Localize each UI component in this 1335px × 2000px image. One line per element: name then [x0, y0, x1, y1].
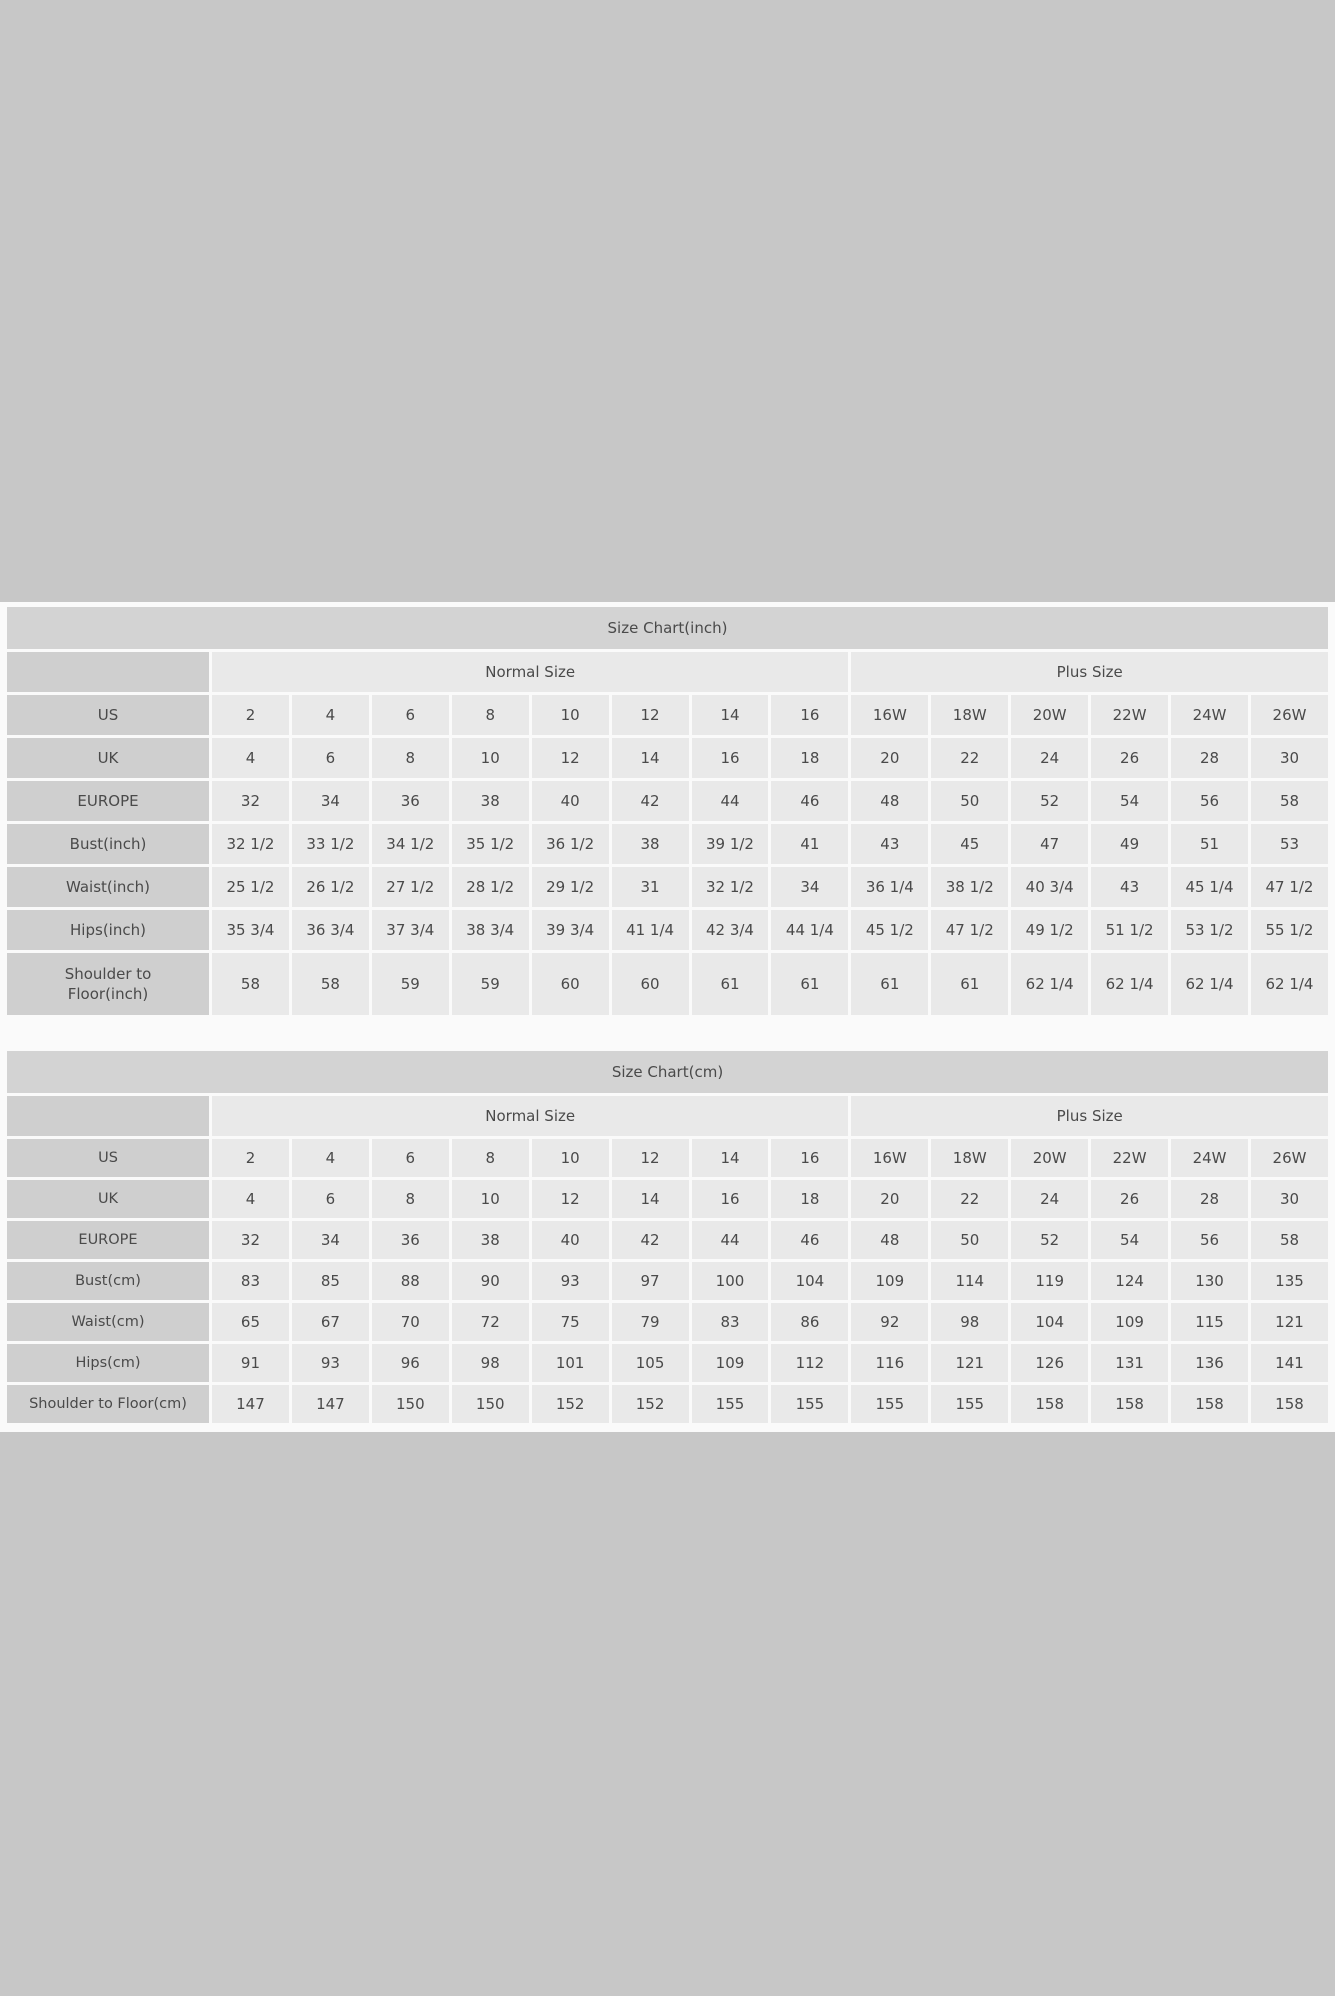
size-value-cell: 31: [612, 867, 689, 907]
size-value-cell: 40 3/4: [1011, 867, 1088, 907]
size-chart-inch-table: [4, 604, 1331, 1018]
size-value-cell: 59: [372, 953, 449, 1015]
size-value-cell: 34: [771, 867, 848, 907]
size-value-cell: 109: [692, 1344, 769, 1382]
size-value-cell: 83: [212, 1262, 289, 1300]
size-value-cell: 158: [1011, 1385, 1088, 1423]
bottom-white-strip: [0, 1996, 1335, 2000]
size-value-cell: 52: [1011, 1221, 1088, 1259]
size-value-cell: 26: [1091, 738, 1168, 778]
size-value-cell: 152: [532, 1385, 609, 1423]
row-header: [7, 824, 209, 864]
size-value-cell: 30: [1251, 1180, 1328, 1218]
size-value-cell: 58: [292, 953, 369, 1015]
size-value-cell: 28 1/2: [452, 867, 529, 907]
size-value-cell: 4: [212, 738, 289, 778]
row-header: [7, 738, 209, 778]
size-value-cell: 55 1/2: [1251, 910, 1328, 950]
size-value-cell: 20W: [1011, 1139, 1088, 1177]
size-value-cell: 34 1/2: [372, 824, 449, 864]
size-value-cell: 44: [692, 1221, 769, 1259]
size-value-cell: 98: [931, 1303, 1008, 1341]
size-value-cell: 46: [771, 1221, 848, 1259]
size-value-cell: 24: [1011, 1180, 1088, 1218]
size-value-cell: 18W: [931, 695, 1008, 735]
size-value-cell: 26: [1091, 1180, 1168, 1218]
size-value-cell: 130: [1171, 1262, 1248, 1300]
row-header-label: US: [97, 706, 119, 724]
size-value-cell: 47 1/2: [1251, 867, 1328, 907]
size-value-cell: 114: [931, 1262, 1008, 1300]
size-value-cell: 62 1/4: [1251, 953, 1328, 1015]
row-header-label: Shoulder to Floor(inch): [64, 964, 152, 1003]
size-value-cell: 121: [1251, 1303, 1328, 1341]
size-value-cell: 141: [1251, 1344, 1328, 1382]
size-value-cell: 39 1/2: [692, 824, 769, 864]
row-header: [7, 781, 209, 821]
size-value-cell: 105: [612, 1344, 689, 1382]
size-value-cell: 150: [372, 1385, 449, 1423]
size-value-cell: 119: [1011, 1262, 1088, 1300]
row-header: [7, 1221, 209, 1259]
size-value-cell: 14: [612, 1180, 689, 1218]
size-value-cell: 39 3/4: [532, 910, 609, 950]
size-value-cell: 6: [292, 1180, 369, 1218]
size-value-cell: 43: [1091, 867, 1168, 907]
size-chart-wrapper: [0, 602, 1335, 1432]
size-value-cell: 101: [532, 1344, 609, 1382]
size-value-cell: 24W: [1171, 695, 1248, 735]
size-value-cell: 136: [1171, 1344, 1248, 1382]
size-value-cell: 42: [612, 1221, 689, 1259]
size-value-cell: 41 1/4: [612, 910, 689, 950]
row-header: [7, 695, 209, 735]
size-chart-cm-block: [4, 1048, 1331, 1426]
size-value-cell: 58: [212, 953, 289, 1015]
size-value-cell: 16W: [851, 695, 928, 735]
size-value-cell: 93: [292, 1344, 369, 1382]
size-value-cell: 50: [931, 781, 1008, 821]
size-value-cell: 26W: [1251, 695, 1328, 735]
size-value-cell: 12: [532, 738, 609, 778]
row-header-label: Shoulder to Floor(cm): [29, 1396, 187, 1412]
size-value-cell: 22: [931, 1180, 1008, 1218]
size-value-cell: 36: [372, 781, 449, 821]
size-value-cell: 67: [292, 1303, 369, 1341]
size-value-cell: 147: [212, 1385, 289, 1423]
size-value-cell: 56: [1171, 1221, 1248, 1259]
size-value-cell: 14: [692, 695, 769, 735]
table-title: Size Chart(inch): [7, 607, 1328, 649]
size-value-cell: 36 3/4: [292, 910, 369, 950]
size-value-cell: 35 1/2: [452, 824, 529, 864]
size-value-cell: 6: [372, 1139, 449, 1177]
size-value-cell: 26 1/2: [292, 867, 369, 907]
size-value-cell: 16: [771, 1139, 848, 1177]
size-value-cell: 88: [372, 1262, 449, 1300]
row-header-label: EUROPE: [77, 792, 139, 810]
size-value-cell: 10: [452, 1180, 529, 1218]
size-value-cell: 62 1/4: [1091, 953, 1168, 1015]
size-value-cell: 30: [1251, 738, 1328, 778]
size-value-cell: 70: [372, 1303, 449, 1341]
size-value-cell: 115: [1171, 1303, 1248, 1341]
size-value-cell: 18: [771, 738, 848, 778]
size-value-cell: 90: [452, 1262, 529, 1300]
row-header-label: Waist(cm): [71, 1314, 145, 1330]
size-value-cell: 34: [292, 781, 369, 821]
size-value-cell: 45: [931, 824, 1008, 864]
row-header-label: EUROPE: [78, 1232, 138, 1248]
size-value-cell: 16W: [851, 1139, 928, 1177]
size-value-cell: 126: [1011, 1344, 1088, 1382]
size-chart-cm-table: [4, 1048, 1331, 1426]
column-group-header: Normal Size: [212, 652, 848, 692]
size-value-cell: 85: [292, 1262, 369, 1300]
size-value-cell: 40: [532, 781, 609, 821]
size-value-cell: 61: [931, 953, 1008, 1015]
size-value-cell: 24W: [1171, 1139, 1248, 1177]
size-value-cell: 22W: [1091, 695, 1168, 735]
size-value-cell: 61: [692, 953, 769, 1015]
size-value-cell: 12: [612, 695, 689, 735]
size-value-cell: 16: [771, 695, 848, 735]
row-header: [7, 953, 209, 1015]
size-value-cell: 33 1/2: [292, 824, 369, 864]
size-value-cell: 72: [452, 1303, 529, 1341]
size-value-cell: 36 1/4: [851, 867, 928, 907]
row-header: [7, 1303, 209, 1341]
size-value-cell: 20W: [1011, 695, 1088, 735]
size-value-cell: 155: [851, 1385, 928, 1423]
size-value-cell: 28: [1171, 1180, 1248, 1218]
size-value-cell: 79: [612, 1303, 689, 1341]
size-value-cell: 20: [851, 738, 928, 778]
size-value-cell: 44: [692, 781, 769, 821]
size-value-cell: 42 3/4: [692, 910, 769, 950]
size-value-cell: 18W: [931, 1139, 1008, 1177]
size-value-cell: 50: [931, 1221, 1008, 1259]
size-value-cell: 10: [532, 1139, 609, 1177]
size-value-cell: 150: [452, 1385, 529, 1423]
size-value-cell: 4: [212, 1180, 289, 1218]
size-value-cell: 22W: [1091, 1139, 1168, 1177]
size-value-cell: 112: [771, 1344, 848, 1382]
size-value-cell: 59: [452, 953, 529, 1015]
row-header-label: UK: [97, 1191, 119, 1207]
size-value-cell: 152: [612, 1385, 689, 1423]
size-value-cell: 124: [1091, 1262, 1168, 1300]
size-value-cell: 8: [452, 695, 529, 735]
size-value-cell: 12: [532, 1180, 609, 1218]
size-value-cell: 8: [452, 1139, 529, 1177]
size-value-cell: 10: [452, 738, 529, 778]
size-value-cell: 48: [851, 1221, 928, 1259]
size-value-cell: 8: [372, 738, 449, 778]
size-value-cell: 6: [292, 738, 369, 778]
size-value-cell: 75: [532, 1303, 609, 1341]
size-value-cell: 104: [1011, 1303, 1088, 1341]
size-value-cell: 131: [1091, 1344, 1168, 1382]
row-header: [7, 1262, 209, 1300]
size-value-cell: 56: [1171, 781, 1248, 821]
size-value-cell: 22: [931, 738, 1008, 778]
size-value-cell: 37 3/4: [372, 910, 449, 950]
size-value-cell: 97: [612, 1262, 689, 1300]
size-value-cell: 53 1/2: [1171, 910, 1248, 950]
row-header-label: UK: [97, 749, 119, 767]
corner-blank-cell: [7, 652, 209, 692]
corner-blank-cell: [7, 1096, 209, 1136]
size-value-cell: 86: [771, 1303, 848, 1341]
size-value-cell: 38 3/4: [452, 910, 529, 950]
size-value-cell: 32: [212, 1221, 289, 1259]
size-value-cell: 60: [612, 953, 689, 1015]
size-value-cell: 121: [931, 1344, 1008, 1382]
size-value-cell: 41: [771, 824, 848, 864]
size-value-cell: 43: [851, 824, 928, 864]
size-value-cell: 34: [292, 1221, 369, 1259]
size-value-cell: 32: [212, 781, 289, 821]
size-value-cell: 40: [532, 1221, 609, 1259]
size-value-cell: 93: [532, 1262, 609, 1300]
row-header: [7, 867, 209, 907]
size-value-cell: 91: [212, 1344, 289, 1382]
size-value-cell: 158: [1091, 1385, 1168, 1423]
size-value-cell: 47: [1011, 824, 1088, 864]
size-value-cell: 36: [372, 1221, 449, 1259]
size-value-cell: 58: [1251, 781, 1328, 821]
size-value-cell: 6: [372, 695, 449, 735]
row-header: [7, 1180, 209, 1218]
size-value-cell: 32 1/2: [692, 867, 769, 907]
row-header: [7, 910, 209, 950]
size-value-cell: 83: [692, 1303, 769, 1341]
size-value-cell: 8: [372, 1180, 449, 1218]
size-value-cell: 51 1/2: [1091, 910, 1168, 950]
size-value-cell: 2: [212, 695, 289, 735]
size-value-cell: 49: [1091, 824, 1168, 864]
size-value-cell: 58: [1251, 1221, 1328, 1259]
row-header-label: Bust(cm): [75, 1273, 141, 1289]
size-value-cell: 158: [1251, 1385, 1328, 1423]
size-value-cell: 38: [612, 824, 689, 864]
size-value-cell: 16: [692, 738, 769, 778]
size-value-cell: 54: [1091, 781, 1168, 821]
size-value-cell: 38: [452, 1221, 529, 1259]
size-value-cell: 38 1/2: [931, 867, 1008, 907]
size-value-cell: 25 1/2: [212, 867, 289, 907]
size-value-cell: 46: [771, 781, 848, 821]
row-header-label: US: [98, 1150, 118, 1166]
size-value-cell: 14: [692, 1139, 769, 1177]
size-value-cell: 155: [692, 1385, 769, 1423]
table-title: Size Chart(cm): [7, 1051, 1328, 1093]
size-value-cell: 155: [771, 1385, 848, 1423]
size-value-cell: 109: [851, 1262, 928, 1300]
size-value-cell: 16: [692, 1180, 769, 1218]
size-value-cell: 38: [452, 781, 529, 821]
size-value-cell: 29 1/2: [532, 867, 609, 907]
size-value-cell: 48: [851, 781, 928, 821]
size-value-cell: 135: [1251, 1262, 1328, 1300]
size-value-cell: 12: [612, 1139, 689, 1177]
row-header-label: Waist(inch): [65, 878, 151, 896]
size-chart-inch-block: [4, 604, 1331, 1018]
size-value-cell: 4: [292, 1139, 369, 1177]
size-value-cell: 14: [612, 738, 689, 778]
size-value-cell: 51: [1171, 824, 1248, 864]
row-header-label: Hips(inch): [70, 921, 146, 939]
size-value-cell: 158: [1171, 1385, 1248, 1423]
size-value-cell: 18: [771, 1180, 848, 1218]
size-value-cell: 65: [212, 1303, 289, 1341]
row-header-label: Hips(cm): [75, 1355, 141, 1371]
size-value-cell: 104: [771, 1262, 848, 1300]
size-value-cell: 147: [292, 1385, 369, 1423]
column-group-header: Plus Size: [851, 652, 1328, 692]
size-value-cell: 61: [771, 953, 848, 1015]
size-value-cell: 53: [1251, 824, 1328, 864]
column-group-header: Normal Size: [212, 1096, 848, 1136]
size-value-cell: 47 1/2: [931, 910, 1008, 950]
column-group-header: Plus Size: [851, 1096, 1328, 1136]
size-value-cell: 27 1/2: [372, 867, 449, 907]
size-value-cell: 155: [931, 1385, 1008, 1423]
size-value-cell: 45 1/4: [1171, 867, 1248, 907]
size-value-cell: 26W: [1251, 1139, 1328, 1177]
row-header: [7, 1139, 209, 1177]
size-value-cell: 36 1/2: [532, 824, 609, 864]
size-value-cell: 52: [1011, 781, 1088, 821]
size-value-cell: 49 1/2: [1011, 910, 1088, 950]
size-value-cell: 62 1/4: [1011, 953, 1088, 1015]
size-value-cell: 24: [1011, 738, 1088, 778]
size-value-cell: 92: [851, 1303, 928, 1341]
size-value-cell: 2: [212, 1139, 289, 1177]
size-value-cell: 98: [452, 1344, 529, 1382]
size-value-cell: 96: [372, 1344, 449, 1382]
size-value-cell: 61: [851, 953, 928, 1015]
size-value-cell: 35 3/4: [212, 910, 289, 950]
size-value-cell: 100: [692, 1262, 769, 1300]
size-value-cell: 54: [1091, 1221, 1168, 1259]
size-value-cell: 60: [532, 953, 609, 1015]
size-value-cell: 116: [851, 1344, 928, 1382]
size-value-cell: 62 1/4: [1171, 953, 1248, 1015]
size-value-cell: 10: [532, 695, 609, 735]
size-value-cell: 44 1/4: [771, 910, 848, 950]
row-header: [7, 1344, 209, 1382]
row-header-label: Bust(inch): [69, 835, 147, 853]
row-header: [7, 1385, 209, 1423]
size-value-cell: 42: [612, 781, 689, 821]
size-value-cell: 32 1/2: [212, 824, 289, 864]
size-value-cell: 28: [1171, 738, 1248, 778]
size-value-cell: 45 1/2: [851, 910, 928, 950]
size-value-cell: 20: [851, 1180, 928, 1218]
size-value-cell: 4: [292, 695, 369, 735]
size-value-cell: 109: [1091, 1303, 1168, 1341]
